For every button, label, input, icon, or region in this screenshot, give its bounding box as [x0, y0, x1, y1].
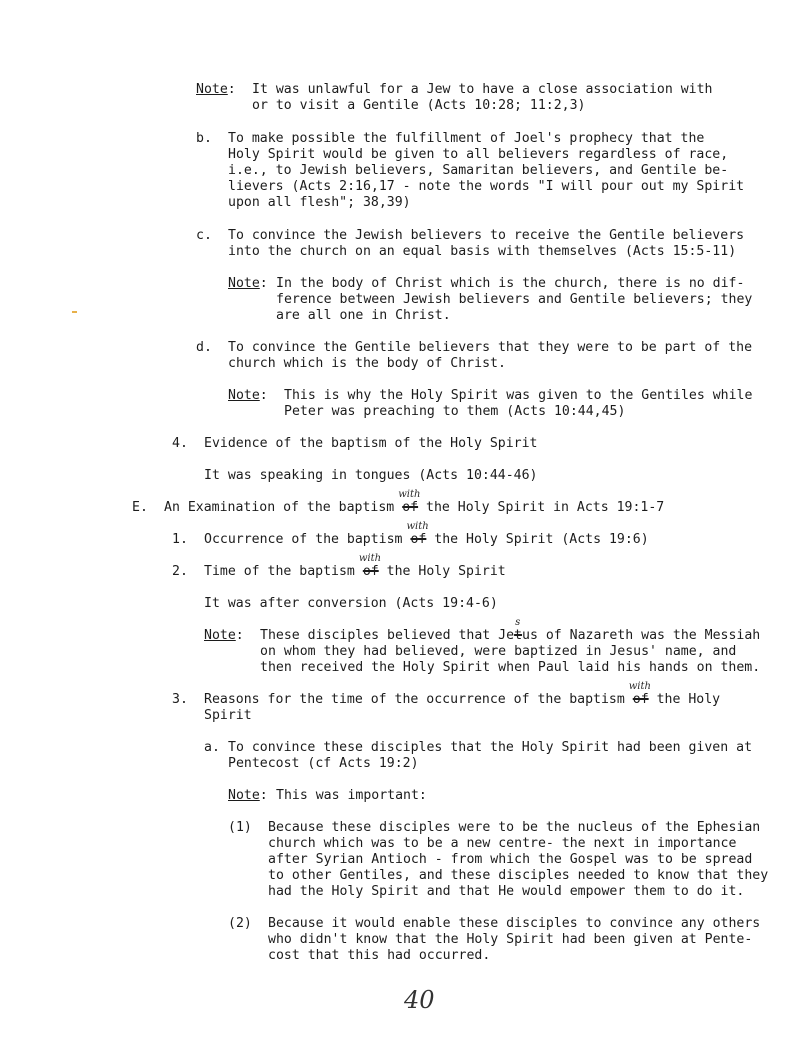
struck-word: of — [402, 500, 419, 515]
page-number: 40 — [404, 986, 435, 1014]
text-line: cost that this had occurred. — [268, 948, 491, 963]
text-line: Pentecost (cf Acts 19:2) — [228, 756, 419, 771]
text-line: Evidence of the baptism of the Holy Spirit — [204, 436, 538, 451]
paper-speck — [72, 311, 77, 313]
text-line: i.e., to Jewish believers, Samaritan believers, and Gentile be- — [228, 163, 729, 178]
text-line: It was speaking in tongues (Acts 10:44-46) — [204, 468, 538, 483]
struck-word: of — [410, 532, 427, 547]
list-marker: (1) — [228, 820, 252, 835]
list-marker: (2) — [228, 916, 252, 931]
text-line: Spirit — [204, 708, 252, 723]
text-line: Because these disciples were to be the nucleus of the Ephesian — [268, 820, 761, 835]
handwritten-insert: with — [628, 681, 651, 692]
text-line: church which is the body of Christ. — [228, 356, 506, 371]
struck-word: of — [362, 564, 379, 579]
text-line: Reasons for the time of the occurrence of the baptism of with the Holy — [204, 681, 721, 707]
list-marker: 2. — [172, 564, 188, 579]
text-line: To convince the Jewish believers to receive the Gentile believers — [228, 228, 745, 243]
list-marker: 3. — [172, 692, 188, 707]
text-line: lievers (Acts 2:16,17 - note the words "I will pour out my Spirit — [228, 179, 745, 194]
text-line: ference between Jewish believers and Gentile believers; they — [276, 292, 753, 307]
handwritten-insert: with — [398, 489, 421, 500]
handwritten-insert: with — [358, 553, 382, 564]
handwritten-insert: s — [515, 617, 521, 628]
note-label: Note: — [196, 82, 236, 97]
text-line: To convince the Gentile believers that they were to be part of the — [228, 340, 753, 355]
text-line: To make possible the fulfillment of Joel's prophecy that the — [228, 131, 705, 146]
list-marker: c. — [196, 228, 212, 243]
note-label: Note: — [204, 628, 244, 643]
text-line: then received the Holy Spirit when Paul laid his hands on them. — [260, 660, 761, 675]
text-line: after Syrian Antioch - from which the Gospel was to be spread — [268, 852, 753, 867]
text-line: Occurrence of the baptism of with the Holy Spirit (Acts 19:6) — [204, 521, 649, 547]
text-line: Peter was preaching to them (Acts 10:44,45) — [284, 404, 626, 419]
text-line: Because it would enable these disciples to convince any others — [268, 916, 761, 931]
text-line: to other Gentiles, and these disciples needed to know that they — [268, 868, 769, 883]
list-marker: d. — [196, 340, 212, 355]
text-line: or to visit a Gentile (Acts 10:28; 11:2,3) — [252, 98, 586, 113]
text-line: Time of the baptism of with the Holy Spirit — [204, 553, 506, 579]
section-heading: An Examination of the baptism of with the Holy Spirit in Acts 19:1-7 — [164, 489, 665, 515]
text-line: It was after conversion (Acts 19:4-6) — [204, 596, 498, 611]
text-line: upon all flesh"; 38,39) — [228, 195, 411, 210]
list-marker: a. — [204, 740, 220, 755]
text-line: church which was to be a new centre- the next in importance — [268, 836, 737, 851]
text-line: had the Holy Spirit and that He would empower them to do it. — [268, 884, 745, 899]
list-marker: b. — [196, 131, 212, 146]
list-marker: 4. — [172, 436, 188, 451]
struck-letter: t — [514, 628, 523, 643]
text-line: These disciples believed that Jet s us of Nazareth was the Messiah — [260, 617, 761, 643]
text-line: Holy Spirit would be given to all believers regardless of race, — [228, 147, 729, 162]
note-label: Note: — [228, 276, 268, 291]
struck-word: of — [632, 692, 649, 707]
section-marker: E. — [132, 500, 148, 515]
text-line: It was unlawful for a Jew to have a close association with — [252, 82, 713, 97]
note-label: Note: — [228, 388, 268, 403]
text-line: into the church on an equal basis with themselves (Acts 15:5-11) — [228, 244, 737, 259]
text-line: In the body of Christ which is the church, there is no dif- — [276, 276, 745, 291]
text-line: are all one in Christ. — [276, 308, 451, 323]
text-line: To convince these disciples that the Holy Spirit had been given at — [228, 740, 753, 755]
text-line: on whom they had believed, were baptized in Jesus' name, and — [260, 644, 737, 659]
list-marker: 1. — [172, 532, 188, 547]
handwritten-insert: with — [406, 521, 429, 532]
text-line: This was important: — [276, 788, 427, 803]
text-line: This is why the Holy Spirit was given to the Gentiles while — [284, 388, 753, 403]
text-line: who didn't know that the Holy Spirit had been given at Pente- — [268, 932, 753, 947]
note-label: Note: — [228, 788, 268, 803]
